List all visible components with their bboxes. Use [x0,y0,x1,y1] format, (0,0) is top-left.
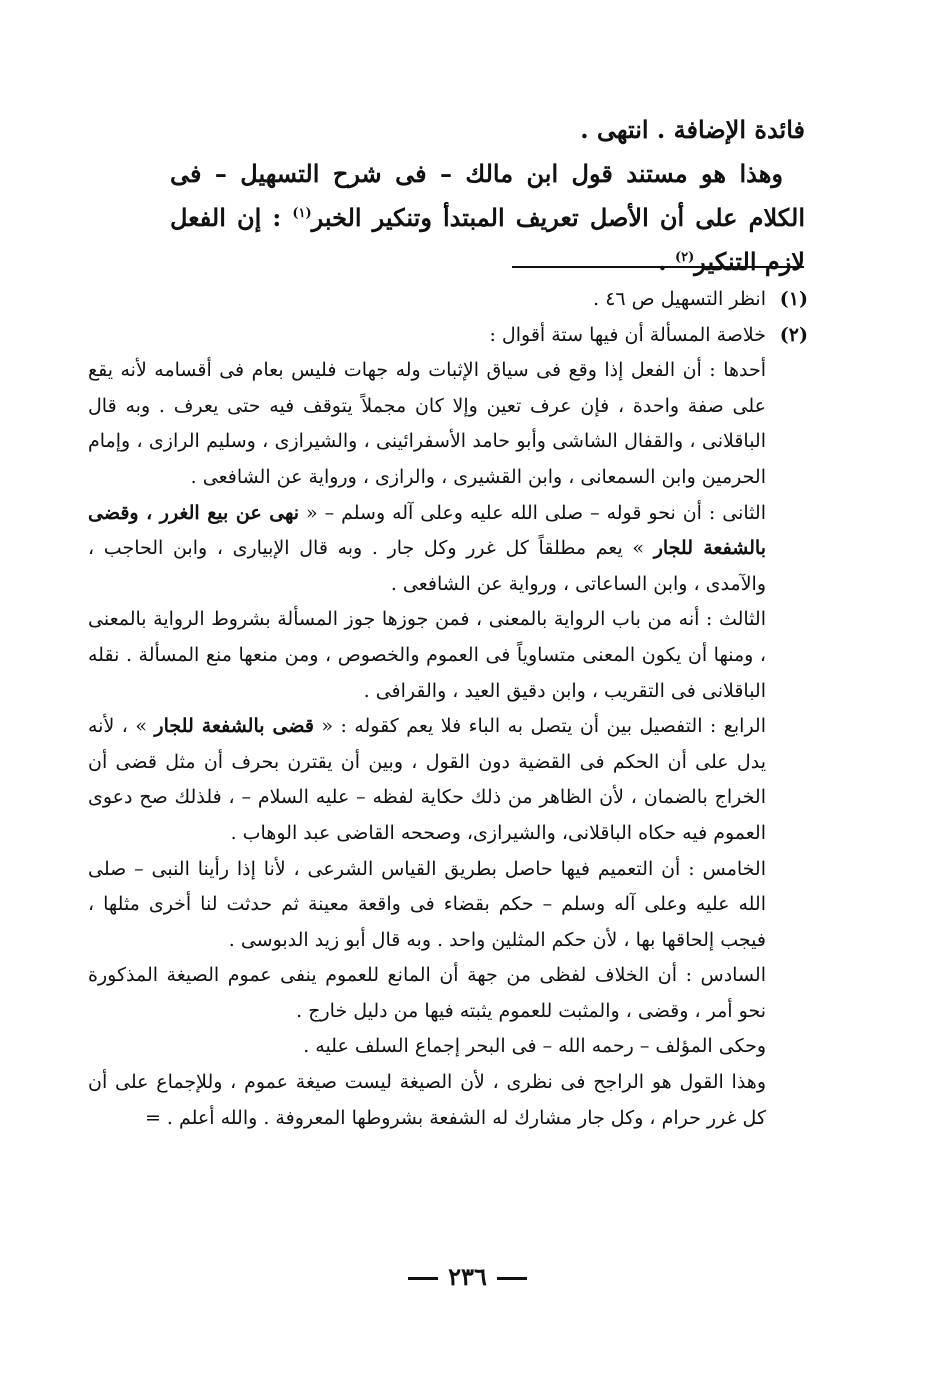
page-number [0,1262,935,1291]
opinion-6: السادس : أن الخلاف لفظى من جهة أن المانع للعموم ينفى عموم الصيغة المذكورة نحو أمر ، وقضى ، والمثبت للعموم يثبته فيها من دليل خارج . [88,964,766,1022]
opinion-4-text-a: الرابع : التفصيل بين أن يتصل به الباء فلا يعم كقوله : « [313,715,766,738]
footnote-ref-1[interactable]: (١) [292,206,312,221]
page-number-value: ٢٣٦ [448,1262,487,1291]
footnotes [88,282,808,1136]
footnote-2 [88,318,808,354]
page-number-dash-right [497,1277,527,1280]
opinion-2-text-a: الثانى : أن نحو قوله – صلى الله عليه وعلى آله وسلم – « [299,501,766,524]
opinion-4-hadith: قضى بالشفعة للجار [154,715,314,738]
main-paragraph [170,152,805,284]
main-text [170,108,805,284]
author-note: وحكى المؤلف – رحمه الله – فى البحر إجماع السلف عليه . [303,1035,766,1058]
main-paragraph-text-b: : إن الفعل لازم التنكير [170,203,805,276]
opinion-2-hadith: نهى عن بيع الغرر ، وقضى بالشفعة للجار [88,501,767,560]
opinion-3: الثالث : أنه من باب الرواية بالمعنى ، فمن جوزها جوز المسألة بشروط الرواية بالمعنى ، ومنها أن يكون المعنى متساوياً فى العموم والخصوص ، ومن منعها منع المسألة . نقله الباقلانى فى التقريب ، وابن دقيق العيد ، والقرافى . [88,608,766,702]
opinion-2-text-b: » يعم مطلقاً كل غرر وكل جار . وبه قال الإبيارى ، وابن الحاجب ، والآمدى ، وابن الساعاتى ، ورواية عن الشافعى . [88,537,766,595]
footnote-1 [88,282,808,318]
footnote-2-number: (٢) [779,323,808,346]
opinion-1: أحدها : أن الفعل إذا وقع فى سياق الإثبات وله جهات فليس بعام فى أقسامه لأنه يقع على صفة واحدة ، فإن عرف تعين وإلا كان مجملاً يتوقف فيه حتى يعرف . وبه قال الباقلانى ، والقفال الشاشى وأبو حامد الأسفرائينى ، والشيرازى ، وسليم الرازى ، وإمام الحرمين وابن السمعانى ، وابن القشيرى ، والرازى ، ورواية عن الشافعى . [88,359,766,488]
page-number-dash-left [408,1277,438,1280]
footnote-ref-2[interactable]: (٢) [675,250,695,265]
footnote-1-text: انظر التسهيل ص ٤٦ . [593,288,766,310]
main-paragraph-text-a: وهذا هو مستند قول ابن مالك – فى شرح التسهيل – فى الكلام على أن الأصل تعريف المبتدأ وتنكير الخبر [170,159,805,232]
footnote-2-body [88,353,766,1136]
footnote-2-text: خلاصة المسألة أن فيها ستة أقوال : [489,323,766,346]
opinion-4 [88,709,766,851]
main-line-1: فائدة الإضافة . انتهى . [580,115,805,144]
main-paragraph-end: . [658,247,675,276]
footnote-separator [512,266,804,268]
opinion-5: الخامس : أن التعميم فيها حاصل بطريق القياس الشرعى ، لأنا إذا رأينا النبى – صلى الله عليه وعلى آله وسلم – حكم بقضاء فى واقعة معينة ثم حدثت لنا أخرى مثلها ، فيجب إلحاقها بها ، لأن حكم المثلين واحد . وبه قال أبو زيد الدبوسى . [88,857,766,951]
footnote-1-number: (١) [779,288,808,310]
conclusion: وهذا القول هو الراجح فى نظرى ، لأن الصيغة ليست صيغة عموم ، وللإجماع على أن كل غرر حرام ، وكل جار مشارك له الشفعة بشروطها المعروفة . والله أعلم . = [88,1071,766,1129]
opinion-2 [88,496,766,603]
opinion-4-text-b: » ، لأنه يدل على أن الحكم فى القضية دون القول ، وبين أن يقترن بحرف أن مثل قضى أن الخراج بالضمان ، لأن الظاهر من ذلك حكاية لفظه – عليه السلام – ، فلذلك صح دعوى العموم فيه حكاه الباقلانى، والشيرازى، وصححه القاضى عبد الوهاب . [88,715,766,844]
